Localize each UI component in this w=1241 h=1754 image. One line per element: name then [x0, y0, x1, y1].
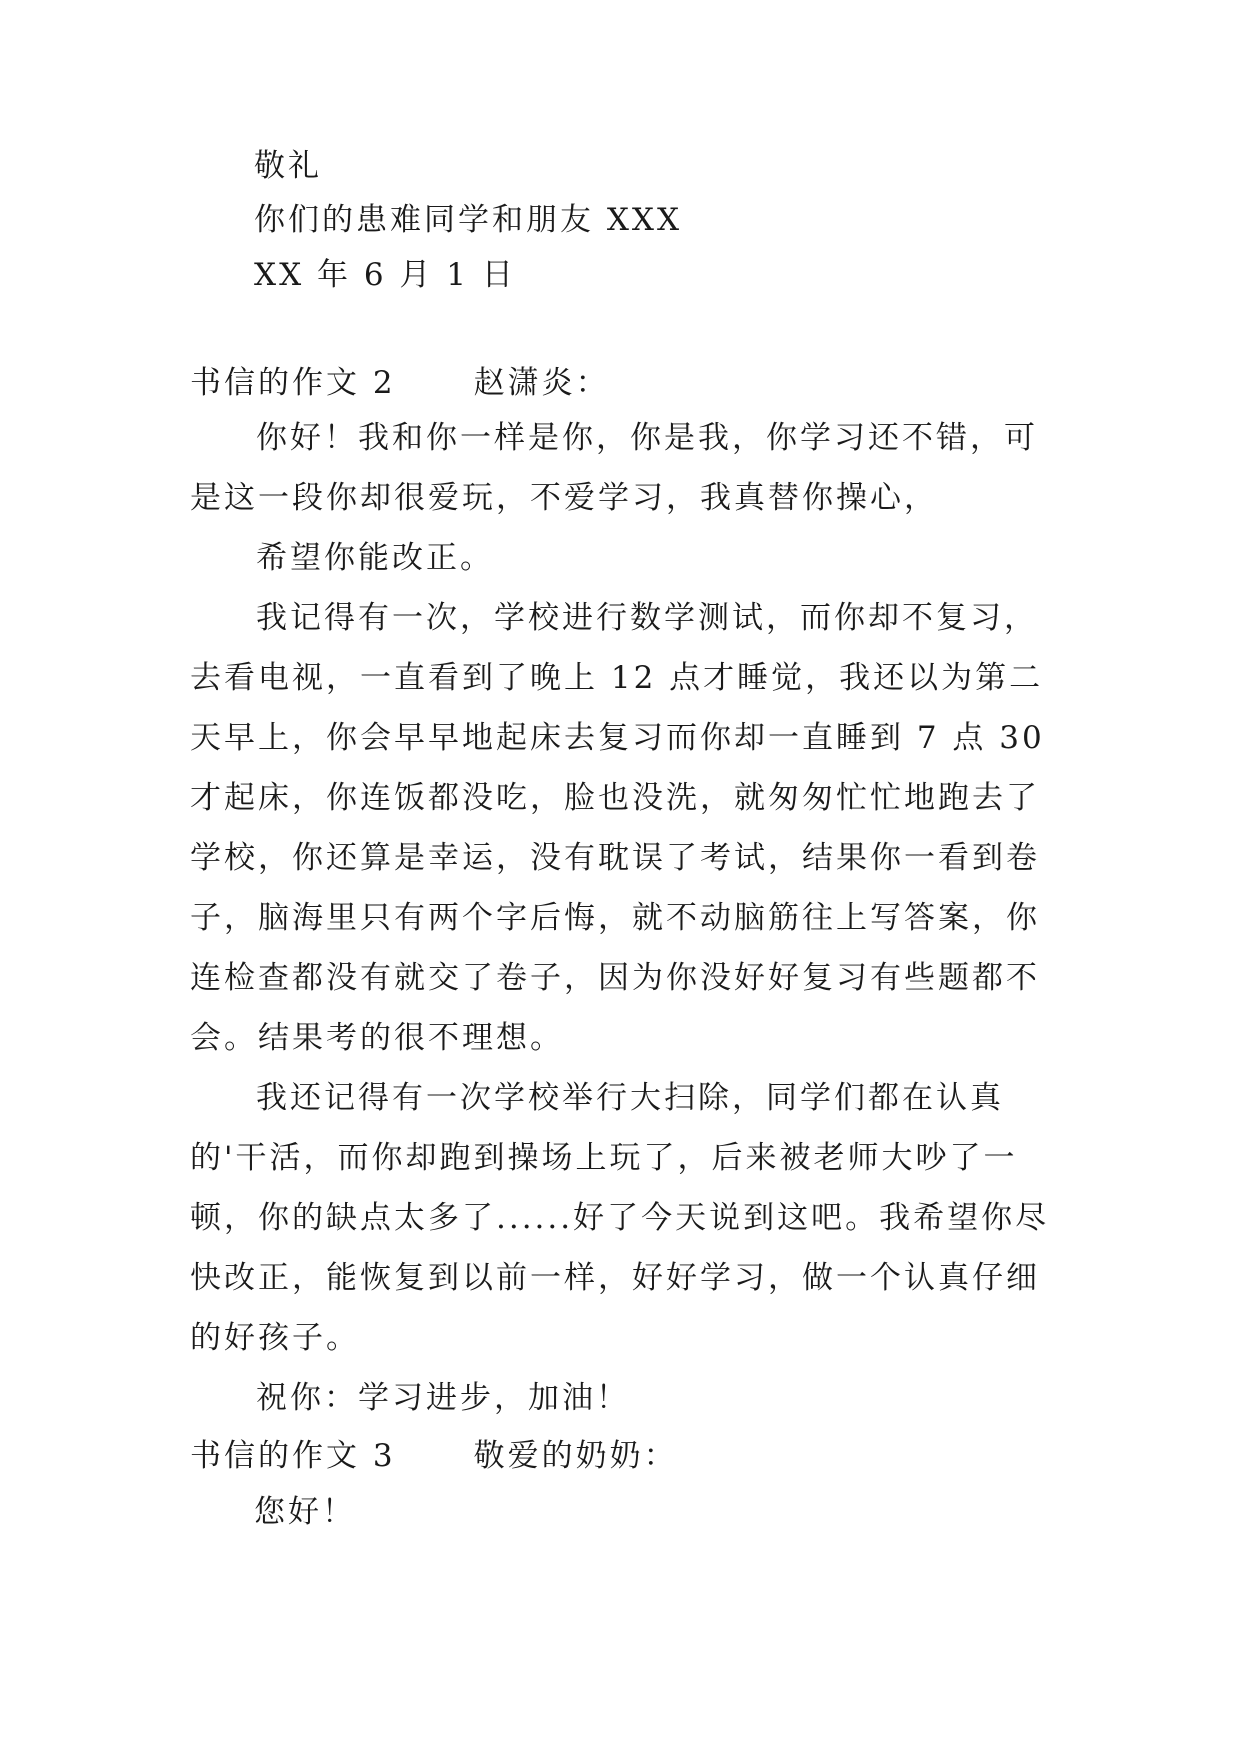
closing-date: XX 年 6 月 1 日: [254, 257, 516, 293]
letter2-paragraph: 你好！我和你一样是你，你是我，你学习还不错，可是这一段你却很爱玩，不爱学习，我真替你操心，: [190, 420, 1038, 516]
letter2-paragraph: 祝你：学习进步，加油！: [256, 1380, 630, 1416]
letter2-body: [190, 408, 1070, 1428]
letter2-recipient: 赵潇炎：: [473, 365, 610, 401]
letter2-paragraph: 我记得有一次，学校进行数学测试，而你却不复习，去看电视，一直看到了晚上 12 点才睡觉，我还以为第二天早上，你会早早地起床去复习而你却一直睡到 7 点 30 才起床，你连饭都没吃，脸也没洗，就匆匆忙忙地跑去了学校，你还算是幸运，没有耽误了考试，结果你一看到卷子，脑海里只有两个字后悔，就不动脑筋往上写答案，你连检查都没有就交了卷子，因为你没好好复习有些题都不会。结果考的很不理想。: [190, 600, 1045, 1056]
closing-signature: 你们的患难同学和朋友 XXX: [254, 202, 683, 238]
letter2-paragraph: 希望你能改正。: [256, 540, 494, 576]
letter3-recipient: 敬爱的奶奶：: [473, 1438, 678, 1474]
letter2-paragraph: 我还记得有一次学校举行大扫除，同学们都在认真的'干活，而你却跑到操场上玩了，后来被老师大吵了一顿，你的缺点太多了......好了今天说到这吧。我希望你尽快改正，能恢复到以前一样，好好学习，做一个认真仔细的好孩子。: [190, 1080, 1050, 1356]
letter3-heading: 书信的作文 3: [190, 1438, 396, 1474]
letter3-heading-row: [190, 1426, 678, 1486]
letter3-greeting: 您好！: [254, 1494, 356, 1530]
letter2-heading: 书信的作文 2: [190, 365, 396, 401]
letter2-heading-row: [190, 353, 610, 413]
closing-salute: 敬礼: [254, 148, 322, 184]
